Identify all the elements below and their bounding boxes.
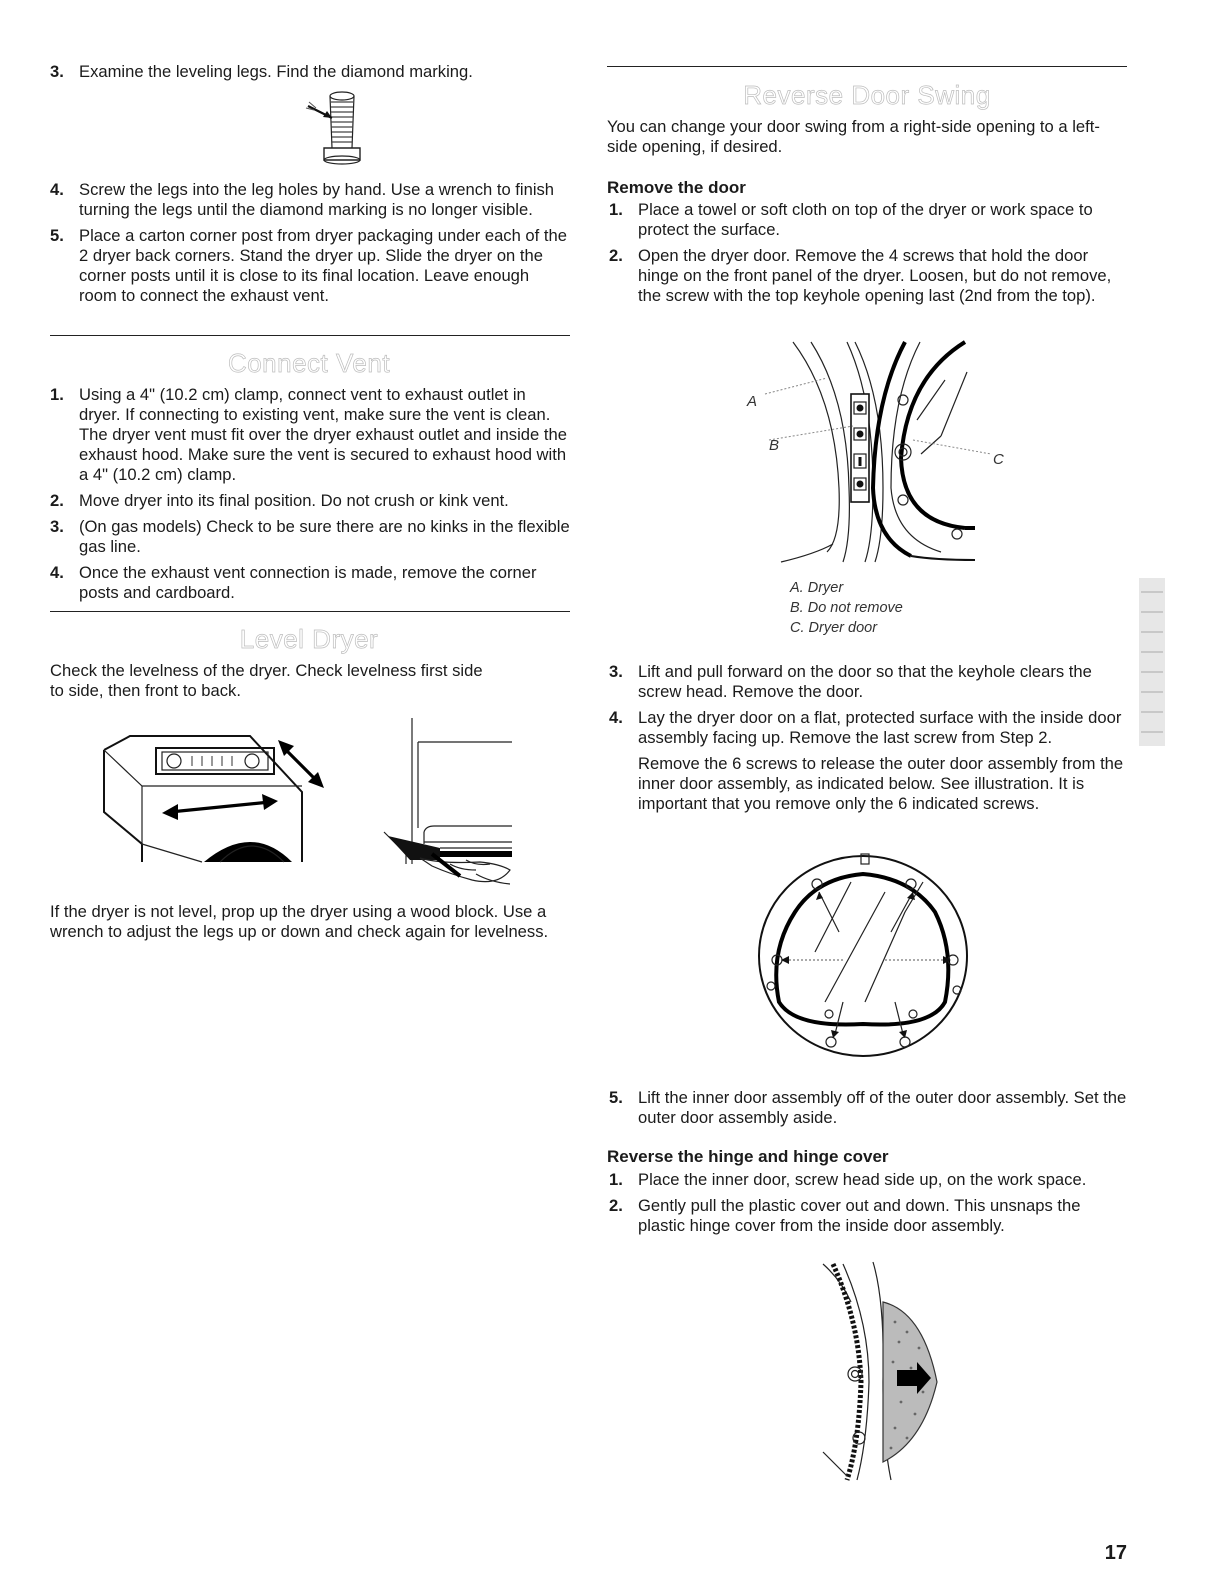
connect-vent-steps <box>48 385 570 603</box>
list-item <box>607 200 1127 240</box>
step-text: Gently pull the plastic cover out and down. This unsnaps the plastic hinge cover from the inside door assembly. <box>638 1196 1081 1235</box>
section-heading-level-dryer: Level Dryer <box>239 624 379 654</box>
step-text: Once the exhaust vent connection is made, remove the corner posts and cardboard. <box>79 563 537 602</box>
step-text: Using a 4" (10.2 cm) clamp, connect vent to exhaust outlet in dryer. If connecting to existing vent, make sure the vent is clean. The dryer vent must fit over the dryer exhaust outlet and inside the exhaust hood. Make sure the vent is secured to exhaust hood with a 4" (10.2 cm) clamp. <box>79 385 567 484</box>
door-hinge-illustration <box>735 338 1115 568</box>
level-dryer-after: If the dryer is not level, prop up the dryer using a wood block. Use a wrench to adjust the legs up or down and check again for levelness. <box>50 902 549 941</box>
list-item <box>48 385 570 485</box>
leveling-steps-continued <box>48 180 570 306</box>
legend-item: A. Dryer <box>790 580 844 596</box>
step-number: 4. <box>609 708 623 727</box>
step-number: 2. <box>609 246 623 265</box>
subheading-reverse-hinge: Reverse the hinge and hinge cover <box>607 1147 889 1166</box>
step-text: Place a carton corner post from dryer packaging under each of the 2 dryer back corners. Stand the dryer up. Slide the dryer on the corner posts until it is close to its final location. Leave enough room to connect the exhaust vent. <box>79 226 567 305</box>
page-number: 17 <box>1104 1542 1127 1564</box>
level-dryer-intro: Check the levelness of the dryer. Check levelness first side to side, then front to back. <box>50 661 483 700</box>
list-item <box>607 1170 1127 1190</box>
subheading-remove-door: Remove the door <box>607 178 746 197</box>
step-number: 3. <box>50 517 64 536</box>
step-text: Open the dryer door. Remove the 4 screws that hold the door hinge on the front panel of the dryer. Loosen, but do not remove, the screw with the top keyhole opening last (2nd from the top). <box>638 246 1112 305</box>
step-text: Lift the inner door assembly off of the outer door assembly. Set the outer door assembly aside. <box>638 1088 1127 1127</box>
step-text: Place a towel or soft cloth on top of the dryer or work space to protect the surface. <box>638 200 1093 239</box>
step-number: 2. <box>609 1196 623 1215</box>
section-divider <box>50 335 570 336</box>
step-number: 1. <box>609 1170 623 1189</box>
reverse-hinge-steps <box>607 1170 1127 1236</box>
list-item <box>48 226 570 306</box>
step-number: 5. <box>609 1088 623 1107</box>
leveling-steps <box>48 62 570 82</box>
legend-item: C. Dryer door <box>790 620 878 636</box>
hinge-cover-illustration <box>803 1262 953 1484</box>
remove-door-step-5 <box>607 1088 1127 1128</box>
list-item <box>48 491 570 511</box>
list-item <box>607 1088 1127 1128</box>
step-text: Lift and pull forward on the door so that the keyhole clears the screw head. Remove the door. <box>638 662 1092 701</box>
step-number: 5. <box>50 226 64 245</box>
list-item <box>607 708 1127 814</box>
section-heading-reverse-door-swing: Reverse Door Swing <box>743 80 991 110</box>
step-text: Screw the legs into the leg holes by hand. Use a wrench to finish turning the legs until the diamond marking is no longer visible. <box>79 180 555 219</box>
section-divider <box>607 66 1127 67</box>
list-item <box>48 180 570 220</box>
language-tab-graphic <box>1133 572 1173 754</box>
list-item <box>48 517 570 557</box>
section-divider <box>50 611 570 612</box>
callout-a: A <box>747 393 758 410</box>
step-number: 2. <box>50 491 64 510</box>
step-text-continued: Remove the 6 screws to release the outer door assembly from the inner door assembly, as indicated below. See illustration. It is important that you remove only the 6 indicated screws. <box>638 754 1124 813</box>
reverse-intro: You can change your door swing from a right-side opening to a left-side opening, if desired. <box>607 117 1100 156</box>
figure-legend <box>790 578 903 638</box>
step-number: 3. <box>609 662 623 681</box>
step-number: 1. <box>609 200 623 219</box>
callout-b: B <box>769 437 780 454</box>
leveling-leg-illustration <box>306 88 376 166</box>
step-text: Move dryer into its final position. Do not crush or kink vent. <box>79 491 509 510</box>
step-number: 4. <box>50 563 64 582</box>
step-number: 3. <box>50 62 64 81</box>
step-number: 1. <box>50 385 64 404</box>
step-text: Examine the leveling legs. Find the diamond marking. <box>79 62 473 81</box>
step-number: 4. <box>50 180 64 199</box>
dryer-side-wood-block-illustration <box>380 714 570 890</box>
list-item <box>607 1196 1127 1236</box>
callout-c: C <box>993 451 1004 468</box>
list-item <box>607 246 1127 306</box>
dryer-top-level-illustration <box>102 712 342 862</box>
remove-door-steps <box>607 200 1127 306</box>
list-item <box>48 62 570 82</box>
section-heading-connect-vent: Connect Vent <box>227 348 391 378</box>
legend-item: B. Do not remove <box>790 600 903 616</box>
step-text: Lay the dryer door on a flat, protected surface with the inside door assembly facing up. Remove the last screw from Step 2. <box>638 708 1122 747</box>
inner-door-screws-illustration <box>755 852 975 1064</box>
step-text: (On gas models) Check to be sure there are no kinks in the flexible gas line. <box>79 517 570 556</box>
remove-door-steps-continued <box>607 662 1127 814</box>
list-item <box>48 563 570 603</box>
step-text: Place the inner door, screw head side up, on the work space. <box>638 1170 1087 1189</box>
list-item <box>607 662 1127 702</box>
